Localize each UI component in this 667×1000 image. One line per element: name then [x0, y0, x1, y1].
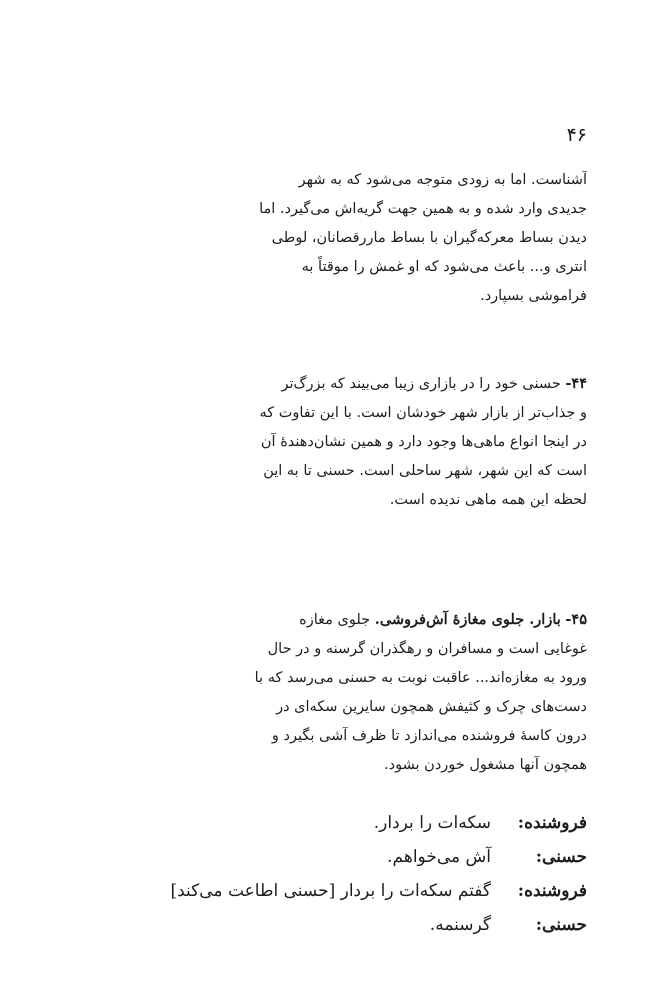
dialogue-line	[77, 806, 587, 840]
text-span: جلوی مغازه	[299, 612, 371, 628]
text-line: ورود به مغازه‌اند... عاقبت نوبت به حسنی می‌رسد که با	[254, 670, 587, 686]
speaker-name: حسنی:	[535, 847, 587, 867]
text-line: و جذاب‌تر از بازار شهر خودشان است. با این تفاوت که	[259, 405, 587, 421]
text-line: دست‌های چرک و کثیفش همچون سایرین سکه‌ای در	[276, 699, 587, 715]
text-span: حسنی خود را در بازاری زیبا می‌بیند که بزرگ‌تر	[281, 376, 561, 392]
speech-text: گرسنمه.	[429, 915, 491, 935]
scene-heading: بازار. جلوی مغازهٔ آش‌فروشی.	[374, 611, 561, 628]
dialogue-line	[77, 840, 587, 874]
text-line: انتری و... باعث می‌شود که او غمش را موقتاً به	[301, 259, 587, 275]
page-number: ۴۶	[566, 124, 587, 146]
text-line: دیدن بساط معرکه‌گیران با بساط ماررقصانان، لوطی	[271, 230, 587, 246]
text-line: است که این شهر، شهر ساحلی است. حسنی تا به این	[263, 463, 587, 479]
text-line: درون کاسهٔ فروشنده می‌اندازد تا ظرف آشی بگیرد و	[271, 728, 587, 744]
dialogue-block	[77, 806, 587, 942]
text-line	[221, 605, 587, 635]
text-line: جدیدی وارد شده و به همین جهت گریه‌اش می‌گیرد. اما	[259, 201, 587, 217]
dialogue-line	[77, 908, 587, 942]
text-line: همچون آنها مشغول خوردن بشود.	[384, 757, 587, 773]
text-line: در اینجا انواع ماهی‌ها وجود دارد و همین نشان‌دهندهٔ آن	[260, 434, 587, 450]
scene-number: ۴۵-	[565, 611, 587, 628]
text-line: لحظه این همه ماهی ندیده است.	[389, 492, 587, 508]
text-line: آشناست. اما به زودی متوجه می‌شود که به شهر	[298, 172, 587, 188]
speaker-name: فروشنده:	[517, 881, 587, 901]
dialogue-line	[77, 874, 587, 908]
speaker-name: حسنی:	[535, 915, 587, 935]
speech-text: سکه‌ات را بردار.	[373, 813, 491, 833]
scene-number: ۴۴-	[565, 375, 587, 392]
speaker-name: فروشنده:	[517, 813, 587, 833]
paragraph-43-continuation	[221, 166, 587, 311]
text-line: غوغایی است و مسافران و رهگذران گرسنه و در حال	[267, 641, 587, 657]
text-line	[221, 369, 587, 399]
paragraph-45	[221, 605, 587, 780]
paragraph-44	[221, 369, 587, 515]
speech-text: آش می‌خواهم.	[387, 847, 491, 867]
speech-text: گفتم سکه‌ات را بردار [حسنی اطاعت می‌کند]	[170, 881, 491, 901]
text-line: فراموشی بسپارد.	[480, 288, 587, 304]
